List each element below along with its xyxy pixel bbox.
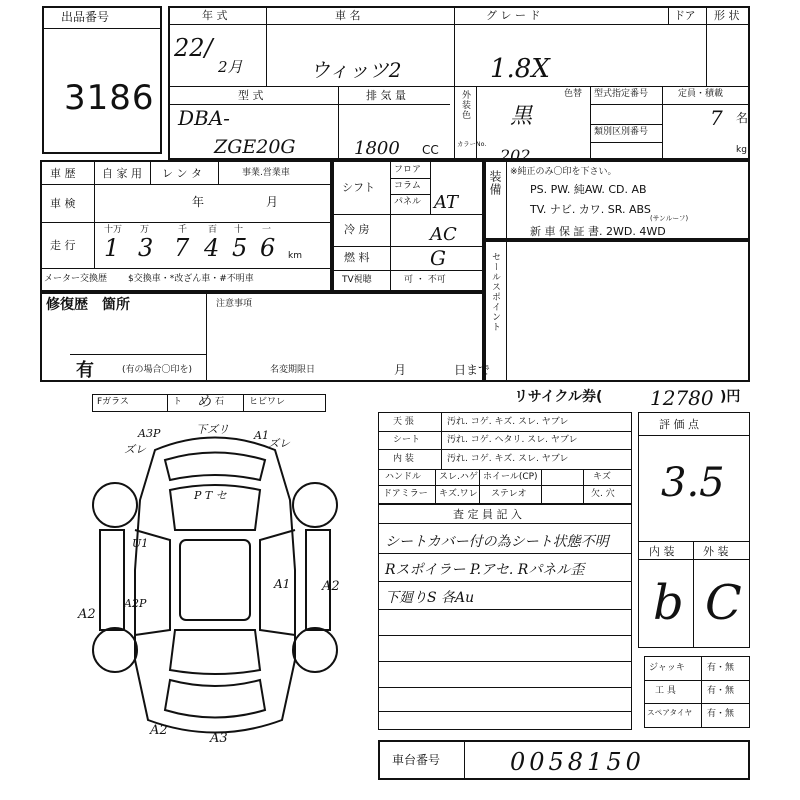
stereo-label: ステレオ [491,489,527,499]
mileage-unit-4: 百 [208,225,218,235]
mileage-digit-2: 3 [138,234,154,262]
shift-value: AT [434,192,459,213]
wheel-front-left [93,483,137,527]
remarks-label: 注意事項 [216,299,253,309]
glass-crack: ヒビワレ [249,397,286,407]
mileage-digit-1: 1 [104,234,120,262]
interior-grade-value: b [653,575,684,631]
year-value: 22/ [174,34,213,62]
wheel-label: ホイール(CP) [483,472,538,482]
sales-point-label: セールスポイント [490,252,500,332]
model-value: ウィッツ2 [310,58,402,82]
inspection-year: 年 [192,195,205,209]
tools-box [644,656,750,728]
lot-number-label: 出品番号 [61,10,110,24]
glass-front: Fガラス [97,397,129,407]
type-value-2: ZGE20G [214,136,296,158]
diagram-label-a2-left: A2 [78,607,96,622]
left-side-panel [100,530,124,630]
capacity-value: 7 [710,106,723,130]
type-cert-label: 型式指定番号 [594,89,649,99]
equipment-line-3: 新 車 保 証 書. 2WD. 4WD [530,225,666,238]
tool-label: 工 具 [655,686,676,696]
inspector-note-2: Rスポイラー P.アセ. Rパネル歪 [385,562,585,578]
condition-box [378,412,632,504]
specs-box [332,160,484,292]
tool-value: 有・無 [707,686,735,696]
km-label: km [288,251,302,261]
seat-value: 汚れ. コゲ. ヘタリ. スレ. ヤブレ [447,435,578,445]
inspector-note-3: 下廻りS 各Au [385,590,475,606]
cc-label: CC [422,143,439,157]
roof [180,540,250,620]
equipment-line-2: TV. ナビ. カワ. SR. ABS [530,203,651,216]
shift-floor: フロア [394,165,422,175]
tv-label: TV視聴 [342,275,372,285]
grade-value: 1.8X [490,54,550,84]
diagram-label-u1: U1 [132,537,149,550]
equipment-box [484,160,750,240]
history-box [40,160,332,292]
repair-note: (有の場合〇印を) [122,365,193,375]
mirror-label: ドアミラー [383,489,428,499]
glass-scratch: ト [173,397,183,407]
mileage-unit-2: 万 [140,225,150,235]
model-label: 車 名 [335,9,361,22]
mileage-digit-5: 5 [232,234,248,262]
spare-tire-value: 有・無 [707,709,735,719]
ceiling-value: 汚れ. コゲ. キズ. スレ. ヤブレ [447,417,569,427]
color-change-label: 色替 [564,89,583,99]
type-label: 型 式 [238,89,264,102]
deadline-day: 日まで [454,363,491,377]
glass-stone: 石 [215,397,225,407]
repair-box [40,292,491,382]
diagram-label-zure-left: ズレ [124,443,146,456]
wheel-value: キズ [593,472,611,482]
recycle-value: 12780 [650,386,714,410]
repair-value: 有 [76,360,94,381]
history-label: 車 歴 [50,167,76,180]
rear-trunk [165,680,265,718]
vehicle-header-box [168,6,750,165]
capacity-label: 定員・積載 [678,89,724,99]
wheel-rear-right [293,628,337,672]
diagram-label-zure-right: ズレ [268,437,290,450]
inspection-label: 車 検 [50,197,76,210]
sunroof-note: (サンルーフ) [650,215,689,223]
inspector-box [378,504,632,730]
seat-label: シート [393,435,421,445]
fuel-value: G [430,246,446,270]
exterior-color-label: 外装色 [460,90,470,120]
history-business: 事業.営業車 [242,168,290,178]
recycle-unit: )円 [720,389,741,405]
history-private: 自 家 用 [102,167,142,180]
doors-label: ドア [674,9,696,22]
exterior-grade-value: C [705,575,742,631]
inspection-month: 月 [266,195,279,209]
ac-label: 冷 房 [344,223,370,236]
meter-change-label: メーター交換歴 [44,274,108,284]
front-hood [165,453,265,481]
diagram-label-a2-bottom: A2 [150,723,168,738]
shift-label: シフト [342,181,375,194]
rear-window [170,630,260,674]
type-value-1: DBA- [178,106,230,130]
jack-label: ジャッキ [649,663,685,673]
diagram-label-a1-top: A1 [254,429,269,442]
mileage-unit-5: 十 [234,225,244,235]
ac-value: AC [430,224,457,245]
diagram-label-a1-side: A1 [274,577,291,591]
spare-tire-label: スペアタイヤ [647,709,693,718]
chassis-label: 車台番号 [392,753,441,767]
displacement-value: 1800 [354,138,400,159]
inspector-label: 査 定 員 記 入 [453,508,522,521]
mileage-label: 走 行 [50,239,76,252]
diagram-label-a2p: A2P [124,597,147,610]
tv-value: 可 ・ 不可 [404,275,446,285]
equipment-line-1: PS. PW. 純AW. CD. AB [530,183,647,196]
diagram-label-shitazuri: 下ズリ [196,423,229,436]
diagram-label-pt: P T セ [194,489,227,502]
mirror-value: キズ.ワレ [439,489,478,499]
chassis-value: 0058150 [510,748,645,776]
mileage-unit-3: 千 [178,225,188,235]
sales-point-box [484,240,750,382]
recycle-label: リサイクル券( [514,389,603,405]
glass-box [92,394,326,412]
class-label: 類別区別番号 [594,127,649,137]
interior-grade-label: 内 装 [649,545,675,558]
shift-panel: パネル [394,197,422,207]
year-label: 年 式 [202,9,228,22]
kg-unit: kg [736,145,747,155]
grade-label: グ レ ー ド [486,9,541,22]
ceiling-label: 天 張 [393,417,414,427]
history-rental: レ ン タ [162,167,202,180]
lot-number-box [42,6,162,154]
deadline-month: 月 [394,363,407,377]
body-label: 形 状 [714,9,740,22]
month-value: 2月 [218,58,243,76]
color-value: 黒 [510,104,533,129]
inspector-note-1: シートカバー付の為シート状態不明 [385,534,609,550]
handle-label: ハンドル [385,472,422,482]
meter-change-options: $交換車・*改ざん車・#不明車 [128,274,254,284]
handle-value: スレ.ハゲ [439,472,478,482]
jack-value: 有・無 [707,663,735,673]
mileage-digit-6: 6 [260,234,276,262]
fuel-label: 燃 料 [344,251,370,264]
interior-value: 汚れ. コゲ. キズ. スレ. ヤブレ [447,454,569,464]
lot-number-value: 3186 [64,78,155,118]
grade-score: 3.5 [661,460,725,506]
repair-label: 修復歴 箇所 [46,297,130,313]
deadline-label: 名変期限日 [270,365,316,375]
chassis-box [378,740,750,780]
color-code-value: 202 [500,146,531,165]
diagram-label-a3p: A3P [138,427,161,440]
mileage-digit-3: 7 [174,234,190,262]
grade-box [638,412,750,648]
equipment-label: 装備 [488,170,502,196]
equipment-note: ※純正のみ〇印を下さい。 [510,167,617,177]
mileage-unit-1: 十万 [104,225,123,235]
wheel-front-right [293,483,337,527]
shift-column: コラム [394,181,421,191]
wheel-rear-left [93,628,137,672]
displacement-label: 排 気 量 [366,89,406,102]
grade-label: 評 価 点 [659,418,699,431]
color-code-label: カラーNo. [457,141,487,149]
exterior-grade-label: 外 装 [703,545,729,558]
mileage-digit-4: 4 [204,234,220,262]
glass-mark: め [197,394,211,410]
diagram-label-a3-bottom: A3 [210,731,228,746]
car-body-outline [135,438,295,733]
mileage-unit-6: 一 [262,225,272,235]
diagram-label-a2-right: A2 [322,579,340,594]
interior-label: 内 装 [393,454,414,464]
persons-unit: 名 [736,111,749,125]
stereo-value: 欠. 穴 [591,489,615,499]
